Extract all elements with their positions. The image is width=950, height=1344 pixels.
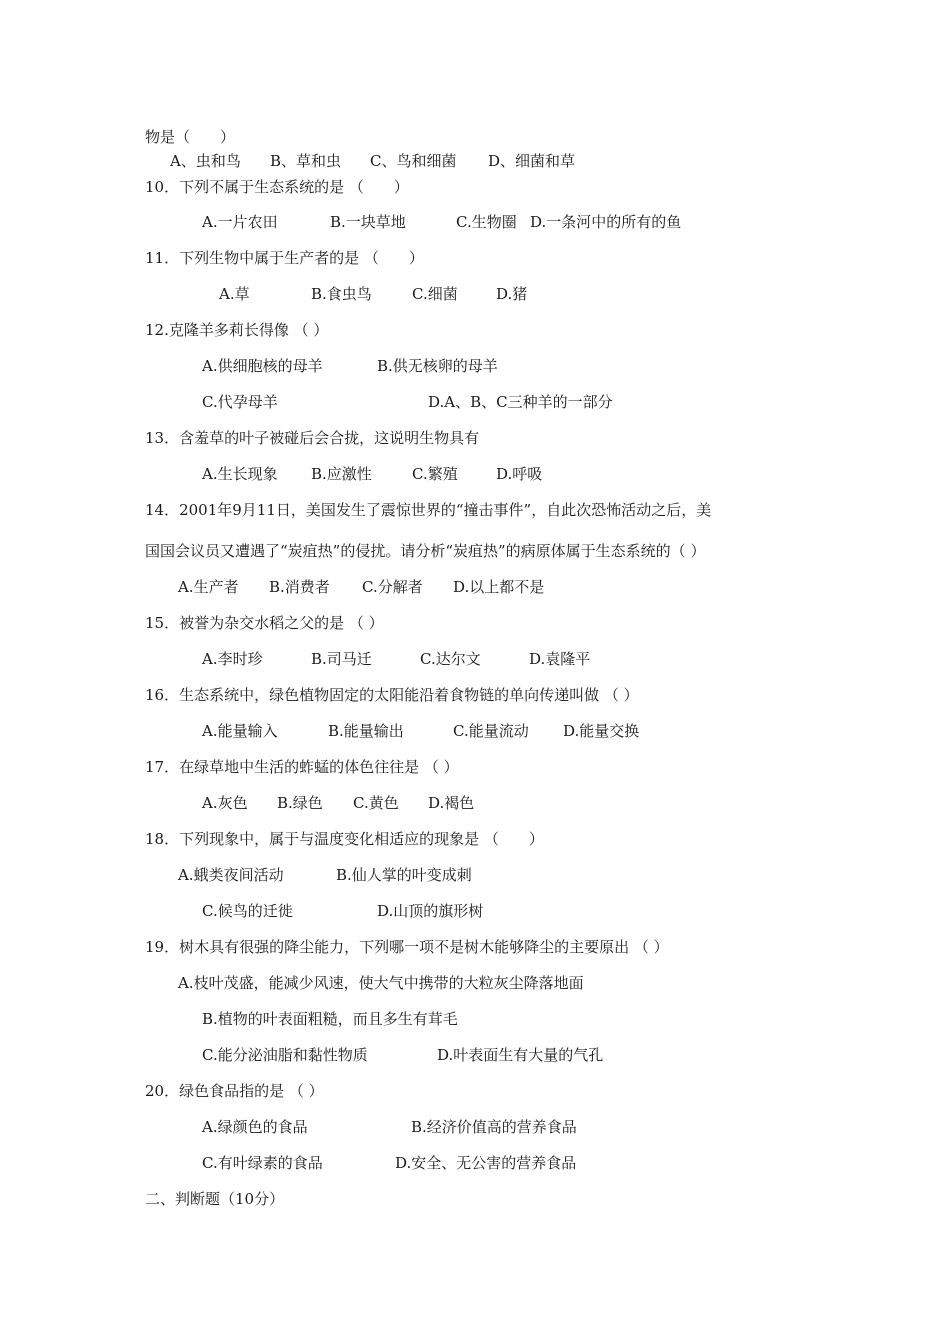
option-d: D.安全、无公害的营养食品 [395,1154,577,1172]
option-d: D.山顶的旗形树 [377,902,484,920]
option-a: A.生长现象 [202,465,278,483]
option-d: D.A、B、C三种羊的一部分 [428,393,613,411]
option-c: C.达尔文 [420,650,481,668]
option-a: A.草 [219,285,250,303]
option-c: C.细菌 [412,285,458,303]
option-c: C.黄色 [353,794,399,812]
question-14-stem-line2: 国国会议员又遭遇了“炭疽热”的侵扰。请分析“炭疽热”的病原体属于生态系统的（ ） [145,542,706,560]
option-c: C.生物圈 [456,213,517,231]
question-11-stem: 11．下列生物中属于生产者的是 （ ） [145,249,424,267]
option-b: B.食虫鸟 [311,285,372,303]
option-b: B.仙人掌的叶变成刺 [336,866,472,884]
option-b: B、草和虫 [270,152,342,170]
option-a: A.一片农田 [202,213,278,231]
question-18-stem: 18．下列现象中，属于与温度变化相适应的现象是 （ ） [145,830,544,848]
option-d: D.猪 [496,285,528,303]
section-2-title: 二、判断题（10分） [145,1190,285,1208]
option-c: C.代孕母羊 [202,393,278,411]
option-b: B.一块草地 [330,213,406,231]
option-a: A.李时珍 [202,650,263,668]
option-c: C.能量流动 [453,722,529,740]
question-20-stem: 20．绿色食品指的是 （ ） [145,1082,324,1100]
question-16-stem: 16．生态系统中，绿色植物固定的太阳能沿着食物链的单向传递叫做 （ ） [145,686,639,704]
option-c: C.繁殖 [412,465,458,483]
option-d: D、细菌和草 [488,152,576,170]
option-c: C.候鸟的迁徙 [202,902,293,920]
question-14-stem-line1: 14．2001年9月11日，美国发生了震惊世界的“撞击事件”，自此次恐怖活动之后，美 [145,501,712,519]
question-19-stem: 19．树木具有很强的降尘能力，下列哪一项不是树木能够降尘的主要原出 （ ） [145,938,669,956]
option-d: D.呼吸 [496,465,543,483]
option-a: A.灰色 [202,794,248,812]
option-b: B.能量输出 [328,722,404,740]
option-c: C.能分泌油脂和黏性物质 [202,1046,368,1064]
question-9-stem-tail: 物是（ ） [145,128,236,146]
question-15-stem: 15．被誉为杂交水稻之父的是 （ ） [145,614,384,632]
option-b: B.司马迁 [311,650,372,668]
question-13-stem: 13．含羞草的叶子被碰后会合拢，这说明生物具有 [145,429,480,447]
option-a: A、虫和鸟 [170,152,241,170]
option-d: D.一条河中的所有的鱼 [530,213,682,231]
option-d: D.以上都不是 [453,578,545,596]
option-a: A.蛾类夜间活动 [178,866,284,884]
option-d: D.袁隆平 [529,650,591,668]
option-b: B.消费者 [269,578,330,596]
option-b: B.应激性 [311,465,372,483]
option-b: B.经济价值高的营养食品 [411,1118,577,1136]
option-a: A.能量输入 [202,722,278,740]
option-d: D.叶表面生有大量的气孔 [437,1046,604,1064]
option-b: B.植物的叶表面粗糙，而且多生有茸毛 [202,1010,458,1028]
question-17-stem: 17．在绿草地中生活的蚱蜢的体色往往是 （ ） [145,758,459,776]
option-d: D.能量交换 [563,722,640,740]
option-c: C、鸟和细菌 [370,152,457,170]
option-b: B.绿色 [277,794,323,812]
question-10-stem: 10．下列不属于生态系统的是 （ ） [145,178,409,196]
option-c: C.有叶绿素的食品 [202,1154,323,1172]
option-b: B.供无核卵的母羊 [377,357,498,375]
question-12-stem: 12.克隆羊多莉长得像 （ ） [145,321,329,339]
option-a: A.枝叶茂盛，能减少风速，使大气中携带的大粒灰尘降落地面 [178,974,584,992]
option-a: A.绿颜色的食品 [202,1118,308,1136]
option-d: D.褐色 [428,794,475,812]
option-a: A.供细胞核的母羊 [202,357,323,375]
option-a: A.生产者 [178,578,239,596]
option-c: C.分解者 [362,578,423,596]
